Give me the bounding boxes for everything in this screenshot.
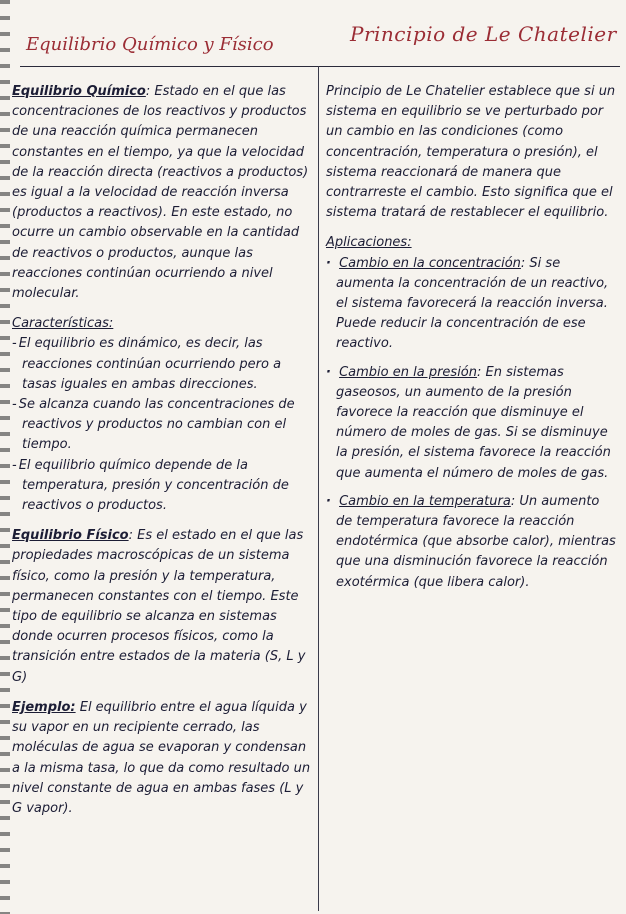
equilibrio-quimico-text: : Estado en el que las concentraciones de los reactivos y productos de una reacción química permanecen constantes en el tiempo, ya que la velocidad de la reacción directa (reactivos a productos) es igual a la velocidad de reacción inversa (productos a reactivos). En este estado, no ocurre un cambio observable en la cantidad de reactivos o productos, aunque las reacciones continúan ocurriendo a nivel molecular. <box>12 84 309 302</box>
le-chatelier-paragraph: Principio de Le Chatelier establece que si un sistema en equilibrio se ve perturbado por un cambio en las condiciones (como concentración, temperatura o presión), el sistema reaccionará de manera que contrarreste el cambio. Esto significa que el sistema tratará de restablecer el equilibrio. <box>326 84 616 221</box>
caracteristica-item: - Se alcanza cuando las concentraciones de reactivos y productos no cambian con el tiempo. <box>12 395 314 456</box>
ejemplo-heading: Ejemplo: <box>12 699 76 715</box>
equilibrio-quimico-paragraph <box>12 82 314 304</box>
left-column <box>12 82 314 829</box>
aplicacion-item-text: : Si se aumenta la concentración de un reactivo, el sistema favorecerá la reacción inversa. Puede reducir la concentración de ese reactivo. <box>336 255 609 352</box>
aplicacion-item-head: Cambio en la temperatura <box>339 493 511 509</box>
equilibrio-fisico-text: : Es el estado en el que las propiedades macroscópicas de un sistema físico, como la presión y la temperatura, permanecen constantes con el tiempo. Este tipo de equilibrio se alcanza en sistemas donde ocurren procesos físicos, como la transición entre estados de la materia (S, L y G) <box>12 528 306 685</box>
aplicacion-item <box>326 254 618 355</box>
header-rule <box>20 66 620 67</box>
aplicacion-item-head: Cambio en la presión <box>339 364 478 380</box>
aplicacion-item-text: : En sistemas gaseosos, un aumento de la presión favorece la reacción que disminuye el número de moles de gas. Si se disminuye la presión, el sistema favorece la reacción que aumenta el número de moles de gas. <box>336 364 611 481</box>
equilibrio-quimico-heading: Equilibrio Químico <box>12 84 146 99</box>
page-header <box>0 0 626 70</box>
column-divider <box>318 66 319 911</box>
aplicaciones-list <box>326 254 618 593</box>
aplicacion-item <box>326 363 618 484</box>
equilibrio-fisico-paragraph <box>12 526 314 688</box>
aplicaciones-heading: Aplicaciones: <box>326 235 412 251</box>
aplicacion-item <box>326 492 618 593</box>
caracteristicas-heading: Características: <box>12 316 114 332</box>
aplicacion-item-head: Cambio en la concentración <box>339 255 521 271</box>
right-title: Principio de Le Chatelier <box>350 22 617 46</box>
equilibrio-fisico-heading: Equilibrio Físico <box>12 528 129 544</box>
left-title: Equilibrio Químico y Físico <box>26 34 274 55</box>
ejemplo-text: El equilibrio entre el agua líquida y su vapor en un recipiente cerrado, las moléculas de agua se evaporan y condensan a la misma tasa, lo que da como resultado un nivel constante de agua en ambas fases (L y G vapor). <box>12 699 311 816</box>
spiral-binding <box>0 0 10 914</box>
aplicacion-item-text: : Un aumento de temperatura favorece la reacción endotérmica (que absorbe calor), mientras que una disminución favorece la reacción exotérmica (que libera calor). <box>336 493 616 590</box>
right-column <box>326 82 618 601</box>
ejemplo-paragraph <box>12 698 314 819</box>
caracteristica-item: - El equilibrio químico depende de la temperatura, presión y concentración de reactivos o productos. <box>12 456 314 517</box>
caracteristicas-list <box>12 334 314 516</box>
caracteristica-item: - El equilibrio es dinámico, es decir, las reacciones continúan ocurriendo pero a tasas iguales en ambas direcciones. <box>12 334 314 395</box>
